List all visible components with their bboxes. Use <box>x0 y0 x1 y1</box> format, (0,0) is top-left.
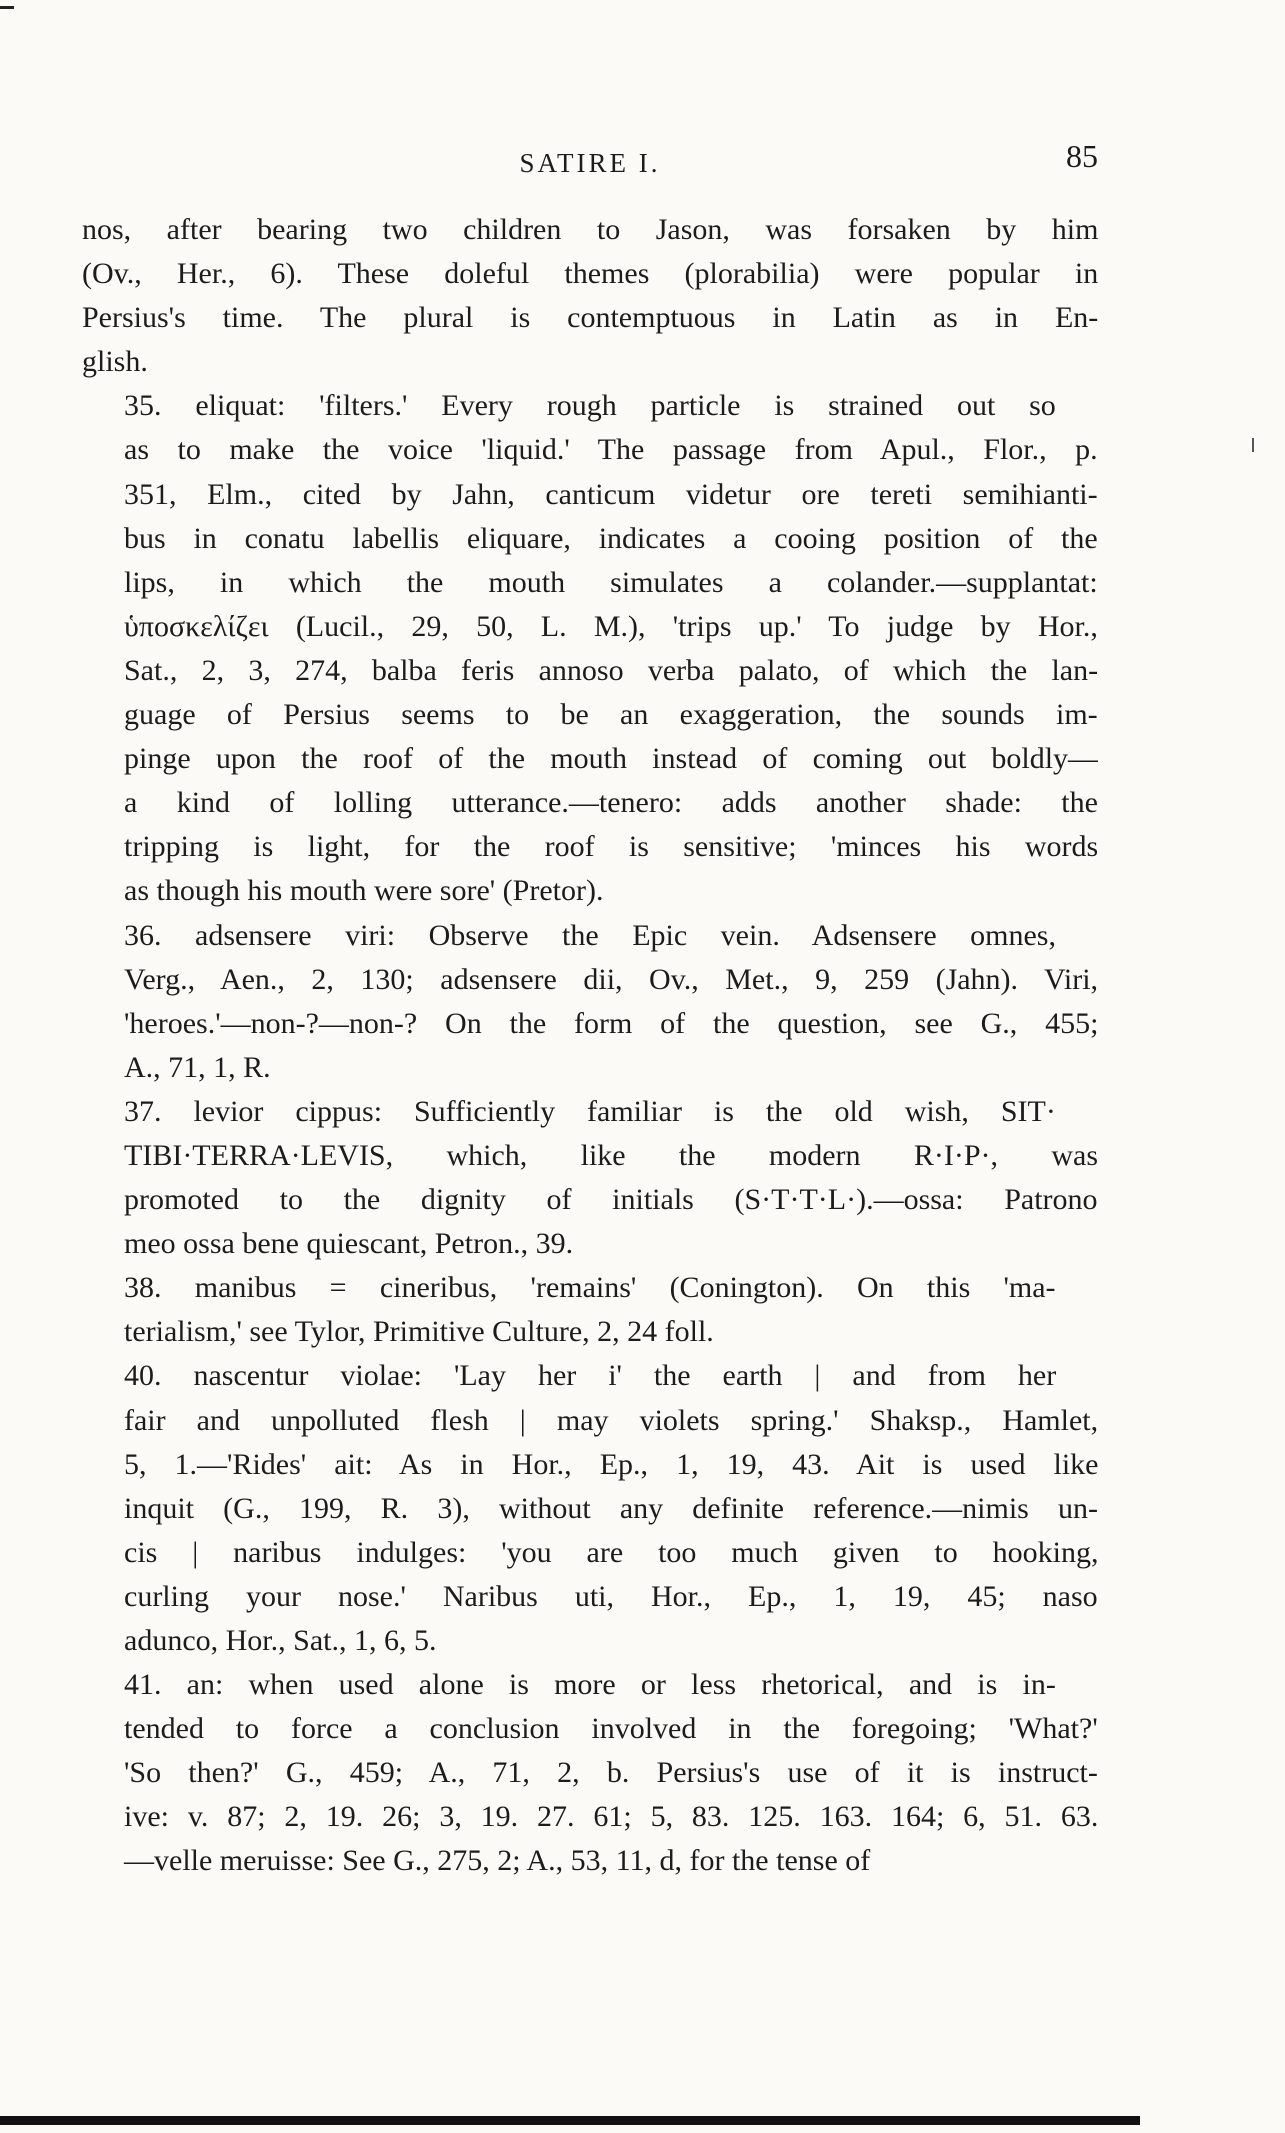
text-line: nos, after bearing two children to Jason, was forsaken by him <box>82 213 1098 246</box>
text-line: cis | naribus indulges: 'you are too much given to hooking, <box>124 1535 1098 1569</box>
text-line: guage of Persius seems to be an exaggeration, the sounds im- <box>124 698 1098 732</box>
text-line: pinge upon the roof of the mouth instead of coming out boldly— <box>124 742 1098 776</box>
bottom-rule <box>0 2116 1140 2125</box>
text-line: meo ossa bene quiescant, Petron., 39. <box>124 1227 574 1261</box>
text-line: as though his mouth were sore' (Pretor). <box>124 874 604 908</box>
text-line: A., 71, 1, R. <box>124 1050 271 1084</box>
text-line: fair and unpolluted flesh | may violets spring.' Shaksp., Hamlet, <box>124 1403 1098 1437</box>
text-line: bus in conatu labellis eliquare, indicates a cooing position of the <box>124 521 1098 555</box>
commentary-paragraph <box>82 208 1098 384</box>
text-line: terialism,' see Tylor, Primitive Culture, 2, 24 foll. <box>124 1315 714 1349</box>
text-line: 36. adsensere viri: Observe the Epic vein. Adsensere omnes, <box>124 918 1056 952</box>
text-line: promoted to the dignity of initials (S·T·T·L·).—ossa: Patrono <box>124 1183 1098 1217</box>
text-line: adunco, Hor., Sat., 1, 6, 5. <box>124 1624 437 1657</box>
commentary-paragraph <box>82 914 1098 1090</box>
commentary-paragraph <box>82 1354 1098 1663</box>
text-line: 351, Elm., cited by Jahn, canticum videtur ore tereti semihianti- <box>124 477 1098 511</box>
text-line: 41. an: when used alone is more or less rhetorical, and is in- <box>124 1668 1056 1702</box>
text-line: (Ov., Her., 6). These doleful themes (plorabilia) were popular in <box>82 257 1098 291</box>
text-line: Verg., Aen., 2, 130; adsensere dii, Ov., Met., 9, 259 (Jahn). Viri, <box>124 962 1098 996</box>
scan-corner-mark <box>0 6 14 9</box>
text-line: 38. manibus = cineribus, 'remains' (Conington). On this 'ma- <box>124 1271 1056 1305</box>
text-line: tripping is light, for the roof is sensitive; 'minces his words <box>124 830 1098 864</box>
text-line: 'So then?' G., 459; A., 71, 2, b. Persius's use of it is instruct- <box>124 1756 1098 1790</box>
text-line: a kind of lolling utterance.—tenero: adds another shade: the <box>124 786 1098 820</box>
text-line: ive: v. 87; 2, 19. 26; 3, 19. 27. 61; 5, 83. 125. 163. 164; 6, 51. 63. <box>124 1800 1098 1834</box>
commentary-text <box>82 208 1098 1884</box>
margin-tick-mark <box>1252 438 1254 452</box>
text-line: 37. levior cippus: Sufficiently familiar is the old wish, SIT· <box>124 1094 1056 1128</box>
text-line: glish. <box>82 345 148 379</box>
text-line: inquit (G., 199, R. 3), without any definite reference.—nimis un- <box>124 1491 1098 1525</box>
text-line: curling your nose.' Naribus uti, Hor., Ep., 1, 19, 45; naso <box>124 1579 1098 1613</box>
text-line: 35. eliquat: 'filters.' Every rough particle is strained out so <box>124 389 1056 423</box>
text-line: TIBI·TERRA·LEVIS, which, like the modern R·I·P·, was <box>124 1138 1098 1172</box>
commentary-paragraph <box>82 1266 1098 1354</box>
text-line: lips, in which the mouth simulates a colander.—supplantat: <box>124 565 1098 599</box>
page-number: 85 <box>1066 138 1098 174</box>
text-line: Persius's time. The plural is contemptuous in Latin as in En- <box>82 301 1098 335</box>
text-line: 40. nascentur violae: 'Lay her i' the earth | and from her <box>124 1359 1057 1393</box>
commentary-paragraph <box>82 1090 1098 1266</box>
page-header <box>82 138 1098 190</box>
commentary-paragraph <box>82 1663 1098 1883</box>
text-line: tended to force a conclusion involved in the foregoing; 'What?' <box>124 1712 1098 1746</box>
commentary-paragraph <box>82 384 1098 913</box>
text-line: 'heroes.'—non-?—non-? On the form of the question, see G., 455; <box>124 1006 1098 1040</box>
text-line: Sat., 2, 3, 274, balba feris annoso verba palato, of which the lan- <box>124 653 1098 687</box>
text-line: —velle meruisse: See G., 275, 2; A., 53, 11, d, for the tense of <box>124 1844 871 1878</box>
text-line: ὑποσκελίζει (Lucil., 29, 50, L. M.), 'trips up.' To judge by Hor., <box>124 609 1098 643</box>
text-line: as to make the voice 'liquid.' The passage from Apul., Flor., p. <box>124 433 1098 467</box>
running-head: SATIRE I. <box>519 148 661 178</box>
text-line: 5, 1.—'Rides' ait: As in Hor., Ep., 1, 19, 43. Ait is used like <box>124 1447 1098 1481</box>
